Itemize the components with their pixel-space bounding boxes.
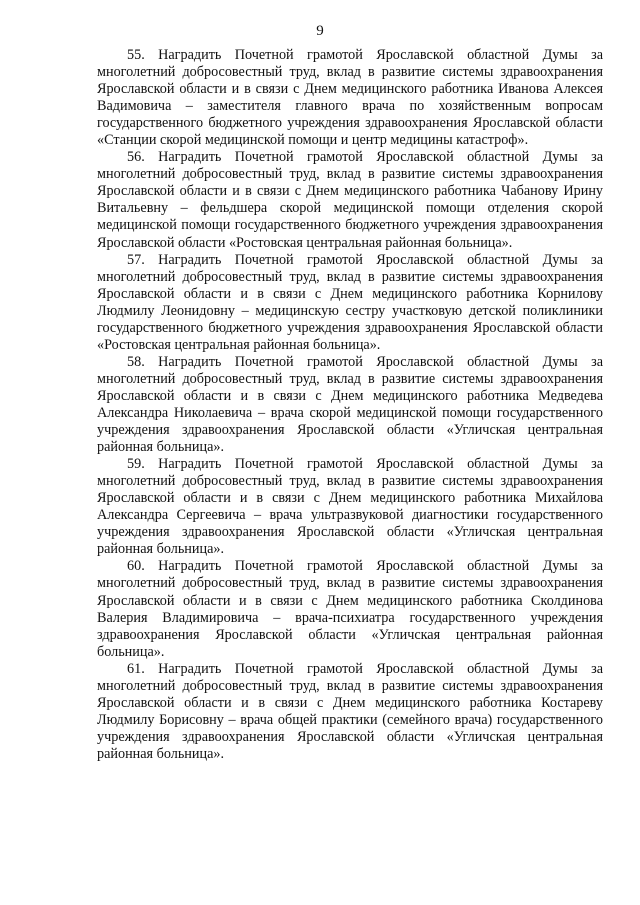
page-number: 9 [316,23,324,39]
paragraph-61: 61. Наградить Почетной грамотой Ярославской областной Думы за многолетний добросовестный труд, вклад в развитие системы здравоохранения Ярославской области и в связи с Днем медицинского работника Костареву Людмилу Борисовну – врача общей практики (семейного врача) государственного учреждения здравоохранения Ярославской области «Угличская центральная районная больница». [97,660,603,762]
paragraph-59: 59. Наградить Почетной грамотой Ярославской областной Думы за многолетний добросовестный труд, вклад в развитие системы здравоохранения Ярославской области и в связи с Днем медицинского работника Михайлова Александра Сергеевича – врача ультразвуковой диагностики государственного учреждения здравоохранения Ярославской области «Угличская центральная районная больница». [97,456,603,558]
paragraph-55: 55. Наградить Почетной грамотой Ярославской областной Думы за многолетний добросовестный труд, вклад в развитие системы здравоохранения Ярославской области и в связи с Днем медицинского работника Иванова Алексея Вадимовича – заместителя главного врача по хозяйственным вопросам государственного бюджетного учреждения здравоохранения Ярославской области «Станции скорой медицинской помощи и центр медицины катастроф». [97,47,603,149]
paragraph-56: 56. Наградить Почетной грамотой Ярославской областной Думы за многолетний добросовестный труд, вклад в развитие системы здравоохранения Ярославской области и в связи с Днем медицинского работника Чабанову Ирину Витальевну – фельдшера скорой медицинской помощи отделения скорой медицинской помощи государственного бюджетного учреждения здравоохранения Ярославской области «Ростовская центральная районная больница». [97,149,603,251]
paragraph-57: 57. Наградить Почетной грамотой Ярославской областной Думы за многолетний добросовестный труд, вклад в развитие системы здравоохранения Ярославской области и в связи с Днем медицинского работника Корнилову Людмилу Леонидовну – медицинскую сестру участковую детской поликлиники государственного бюджетного учреждения здравоохранения Ярославской области «Ростовская центральная районная больница». [97,251,603,353]
paragraph-60: 60. Наградить Почетной грамотой Ярославской областной Думы за многолетний добросовестный труд, вклад в развитие системы здравоохранения Ярославской области и в связи с Днем медицинского работника Сколдинова Валерия Владимировича – врача-психиатра государственного учреждения здравоохранения Ярославской области «Угличская центральная районная больница». [97,558,603,660]
document-body [97,47,603,763]
paragraph-58: 58. Наградить Почетной грамотой Ярославской областной Думы за многолетний добросовестный труд, вклад в развитие системы здравоохранения Ярославской области и в связи с Днем медицинского работника Медведева Александра Николаевича – врача скорой медицинской помощи государственного учреждения здравоохранения Ярославской области «Угличская центральная районная больница». [97,353,603,456]
